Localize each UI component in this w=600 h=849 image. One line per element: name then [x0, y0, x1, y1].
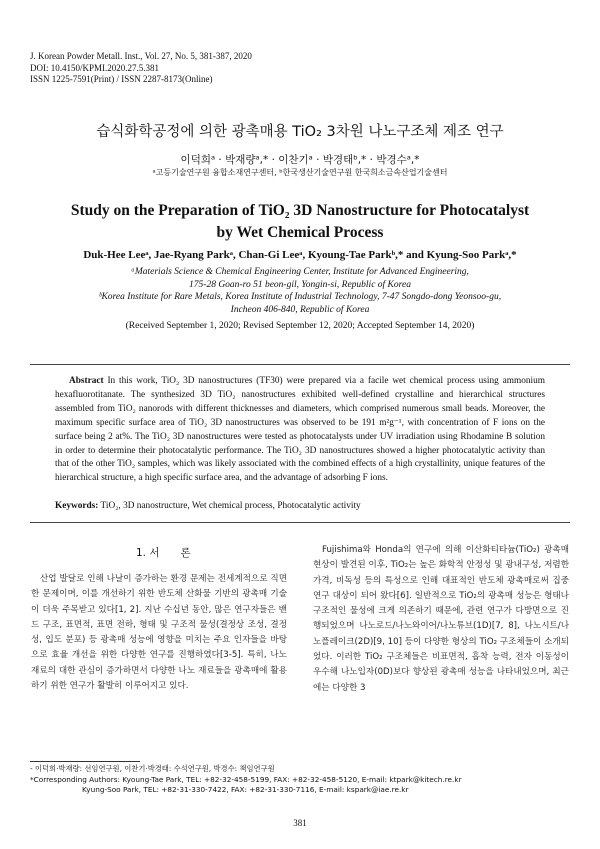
received-dates: (Received September 1, 2020; Revised September 12, 2020; Accepted September 14, 2020) — [125, 321, 475, 331]
footnote-korean: - 이덕희·박재량: 선임연구원, 이찬기·박경태: 수석연구원, 박경수: 책임연구원 — [30, 764, 275, 773]
english-title-line1: Study on the Preparation of TiO₂ 3D Nanostructure for Photocatalyst — [70, 202, 530, 219]
korean-affiliation: ᵃ고등기술연구원 융합소재연구센터, ᵇ한국생산기술연구원 한국희소금속산업기술센터 — [152, 168, 448, 177]
footnote-corresponding-1: *Corresponding Authors: Kyoung-Tae Park, TEL: +82-32-458-5199, FAX: +82-32-458-5120, E-mail: ktpark@kitech.re.kr — [30, 774, 462, 784]
journal-doi: DOI: 10.4150/KPMI.2020.27.5.381 — [30, 62, 160, 73]
body-column-left: 산업 발달로 인해 나날이 증가하는 환경 문제는 전세계적으로 직면한 문제이며, 이를 개선하기 위한 반도체 산화물 기반의 광촉매 기술이 더욱 주목받고 있다[1, 2]. 지난 수십년 동안, 많은 연구자들은 밴드 구조, 표면적, 표면 전하, 형태 및 구조적 물성(결정상 조성, 결정성, 입도 분포) 등 광촉매 성능에 영향을 미치는 주요 인자들을 바탕으로 효율 개선을 위한 다양한 연구를 진행하였다[3-5]. 특히, 나노 재료의 대한 관심이 증가하면서 다양한 나노 재료들을 광촉매에 활용하기 위한 연구가 활발히 이루어지고 있다. — [31, 574, 287, 692]
footnotes — [30, 764, 462, 796]
footnote-corresponding-2: Kyung-Soo Park, TEL: +82-31-330-7422, FAX: +82-31-330-7116, E-mail: kspark@iae.re.kr — [82, 785, 409, 795]
korean-authors: 이덕희ᵃ · 박재량ᵃ,* · 이찬기ᵃ · 박경태ᵇ,* · 박경수ᵃ,* — [180, 154, 420, 166]
english-title-line2: by Wet Chemical Process — [216, 224, 384, 241]
journal-info — [30, 51, 252, 86]
footnote-rule — [30, 761, 140, 762]
journal-issn: ISSN 1225-7591(Print) / ISSN 2287-8173(Online) — [30, 74, 213, 84]
affiliation-line: Incheon 406-840, Republic of Korea — [230, 304, 370, 315]
section-heading-introduction: 1. 서 론 — [136, 547, 191, 559]
journal-citation: J. Korean Powder Metall. Inst., Vol. 27, No. 5, 381-387, 2020 — [30, 51, 252, 61]
page-number: 381 — [293, 818, 307, 828]
english-affiliations — [0, 266, 600, 316]
abstract-top-rule — [30, 364, 570, 365]
affiliation-line: 175-28 Goan-ro 51 beon-gil, Yongin-si, Republic of Korea — [189, 279, 411, 290]
abstract-text: In this work, TiO₂ 3D nanostructures (TF30) were prepared via a facile wet chemical process using ammonium hexafluorotitanate. The synthesized 3D TiO₂ nanostructures exhibited well-defined crystalline and hierarchical structures assembled from TiO₂ nanorods with different thicknesses and diameters, which comprised numerous small beads. Moreover, the maximum specific surface area of TiO₂ 3D nanostructures was observed to be 191 m²g⁻¹, with concentration of F ions on the surface being 2 at%. The TiO₂ 3D nanostructures were tested as photocatalysts under UV irradiation using Rhodamine B solution in order to determine their photocatalytic performance. The TiO₂ 3D nanostructures showed a higher photocatalytic activity than that of the other TiO₂ samples, which was likely associated with the combined effects of a high crystallinity, unique features of the hierarchical structure, a high specific surface area, and the advantage of adsorbing F ions. — [55, 376, 545, 484]
english-title — [0, 200, 600, 244]
korean-title: 습식화학공정에 의한 광촉매용 TiO₂ 3차원 나노구조체 제조 연구 — [96, 124, 504, 140]
keywords — [55, 501, 545, 511]
keywords-text: TiO₂, 3D nanostructure, Wet chemical process, Photocatalytic activity — [100, 501, 361, 511]
abstract-label: Abstract — [69, 376, 104, 386]
affiliation-line: ᵃMaterials Science & Chemical Engineering Center, Institute for Advanced Engineering, — [131, 267, 469, 277]
english-authors: Duk-Hee Leeᵃ, Jae-Ryang Parkᵃ, Chan-Gi Leeᵃ, Kyoung-Tae Parkᵇ,* and Kyung-Soo Parkᵃ,* — [83, 249, 517, 261]
abstract-bottom-rule — [30, 522, 570, 523]
abstract — [55, 375, 545, 486]
affiliation-line: ᵇKorea Institute for Rare Metals, Korea Institute of Industrial Technology, 7-47 Songdo-dong Yeonsoo-gu, — [98, 292, 502, 302]
keywords-label: Keywords: — [55, 501, 99, 511]
body-column-right: Fujishima와 Honda의 연구에 의해 이산화티타늄(TiO₂) 광촉매 현상이 발견된 이후, TiO₂는 높은 화학적 안정성 및 광내구성, 저렴한 가격, 비독성 등의 특성으로 인해 대표적인 반도체 광촉매로써 집중 연구 대상이 되어 왔다[6]. 일반적으로 TiO₂의 광촉매 성능은 형태나 구조적인 물성에 크게 의존하기 때문에, 관련 연구가 다방면으로 진행되었으며 나노로드/나노와이어/나노튜브(1D)[7, 8], 나노시트/나노플레이크(2D)[9, 10] 등이 다양한 형상의 TiO₂ 구조체들이 소개되었다. 이러한 TiO₂ 구조체들은 비표면적, 흡착 능력, 전자 이동성이 우수해 나노입자(0D)보다 향상된 광촉매 성능을 나타내었으며, 최근에는 다양한 3 — [313, 545, 569, 693]
